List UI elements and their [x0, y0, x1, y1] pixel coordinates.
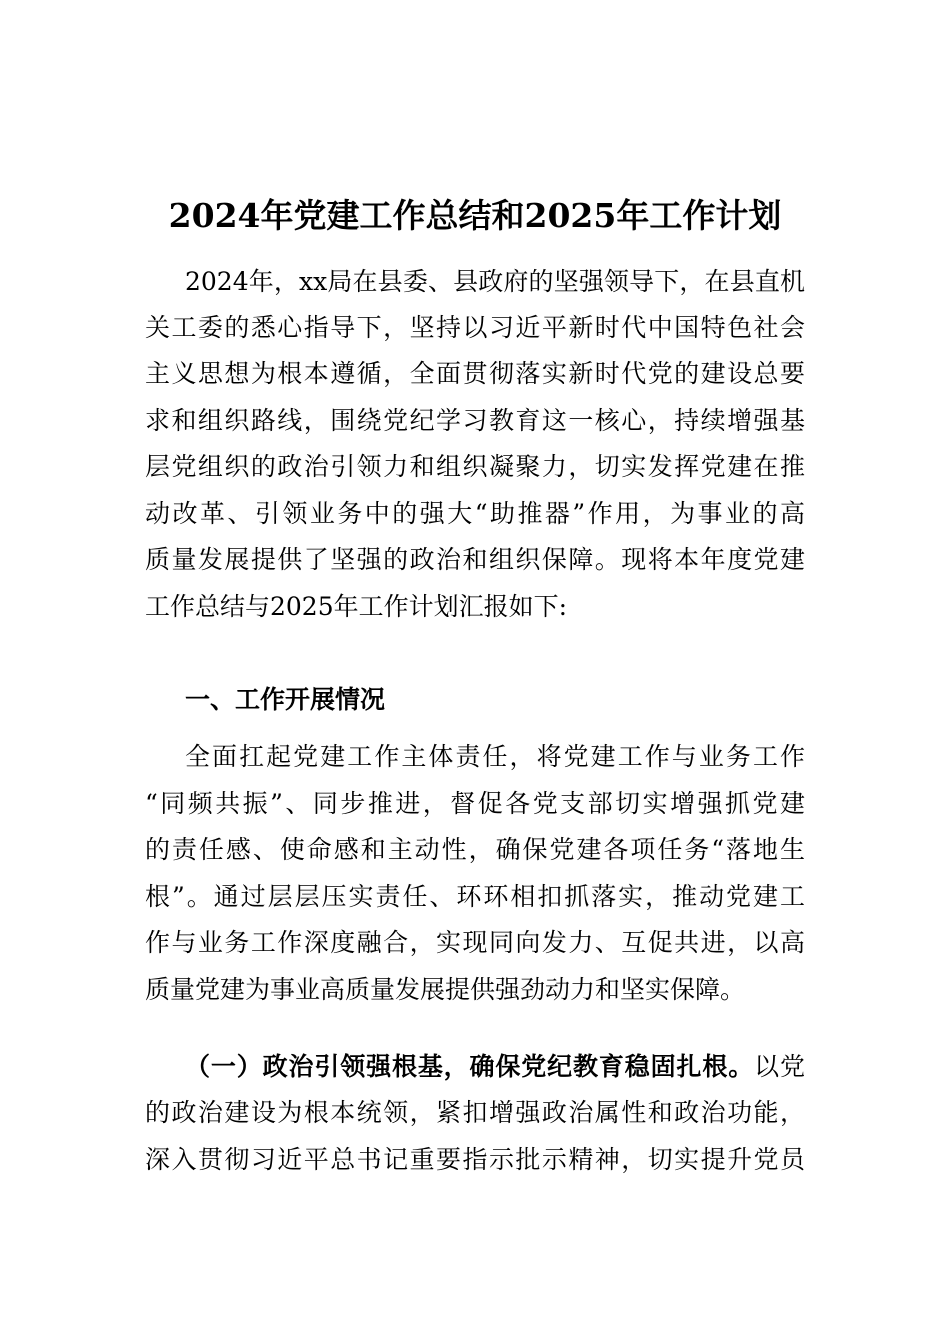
intro-line-4: 求和组织路线，围绕党纪学习教育这一核心，持续增强基 — [145, 406, 805, 435]
document-title: 2024年党建工作总结和2025年工作计划 — [168, 196, 782, 235]
subsection1-line-1-tail: 以党 — [754, 1052, 805, 1081]
intro-line-6: 动改革、引领业务中的强大“助推器”作用，为事业的高 — [145, 499, 805, 528]
section1-line-4: 根”。通过层层压实责任、环环相扣抓落实，推动党建工 — [145, 882, 805, 911]
section1-line-6: 质量党建为事业高质量发展提供强劲动力和坚实保障。 — [145, 975, 746, 1004]
intro-line-3: 主义思想为根本遵循，全面贯彻落实新时代党的建设总要 — [145, 359, 805, 388]
intro-line-5: 层党组织的政治引领力和组织凝聚力，切实发挥党建在推 — [145, 452, 805, 481]
subsection1-line-2: 的政治建设为根本统领，紧扣增强政治属性和政治功能， — [145, 1098, 805, 1127]
intro-line-1: 2024年，xx局在县委、县政府的坚强领导下，在县直机 — [185, 267, 805, 296]
subsection1-line-1 — [145, 1044, 805, 1090]
section1-line-5: 作与业务工作深度融合，实现同向发力、互促共进，以高 — [145, 928, 805, 957]
subsection-heading-1: （一）政治引领强根基，确保党纪教育稳固扎根。 — [185, 1052, 755, 1081]
section-heading-1: 一、工作开展情况 — [185, 685, 386, 714]
intro-line-8: 工作总结与2025年工作计划汇报如下: — [145, 592, 568, 621]
section1-line-1: 全面扛起党建工作主体责任，将党建工作与业务工作 — [185, 742, 805, 771]
section1-line-3: 的责任感、使命感和主动性，确保党建各项任务“落地生 — [145, 835, 805, 864]
intro-line-2: 关工委的悉心指导下，坚持以习近平新时代中国特色社会 — [145, 313, 805, 342]
intro-line-7: 质量发展提供了坚强的政治和组织保障。现将本年度党建 — [145, 545, 805, 574]
subsection1-line-3: 深入贯彻习近平总书记重要指示批示精神，切实提升党员 — [145, 1145, 805, 1174]
section1-line-2: “同频共振”、同步推进，督促各党支部切实增强抓党建 — [145, 789, 805, 818]
